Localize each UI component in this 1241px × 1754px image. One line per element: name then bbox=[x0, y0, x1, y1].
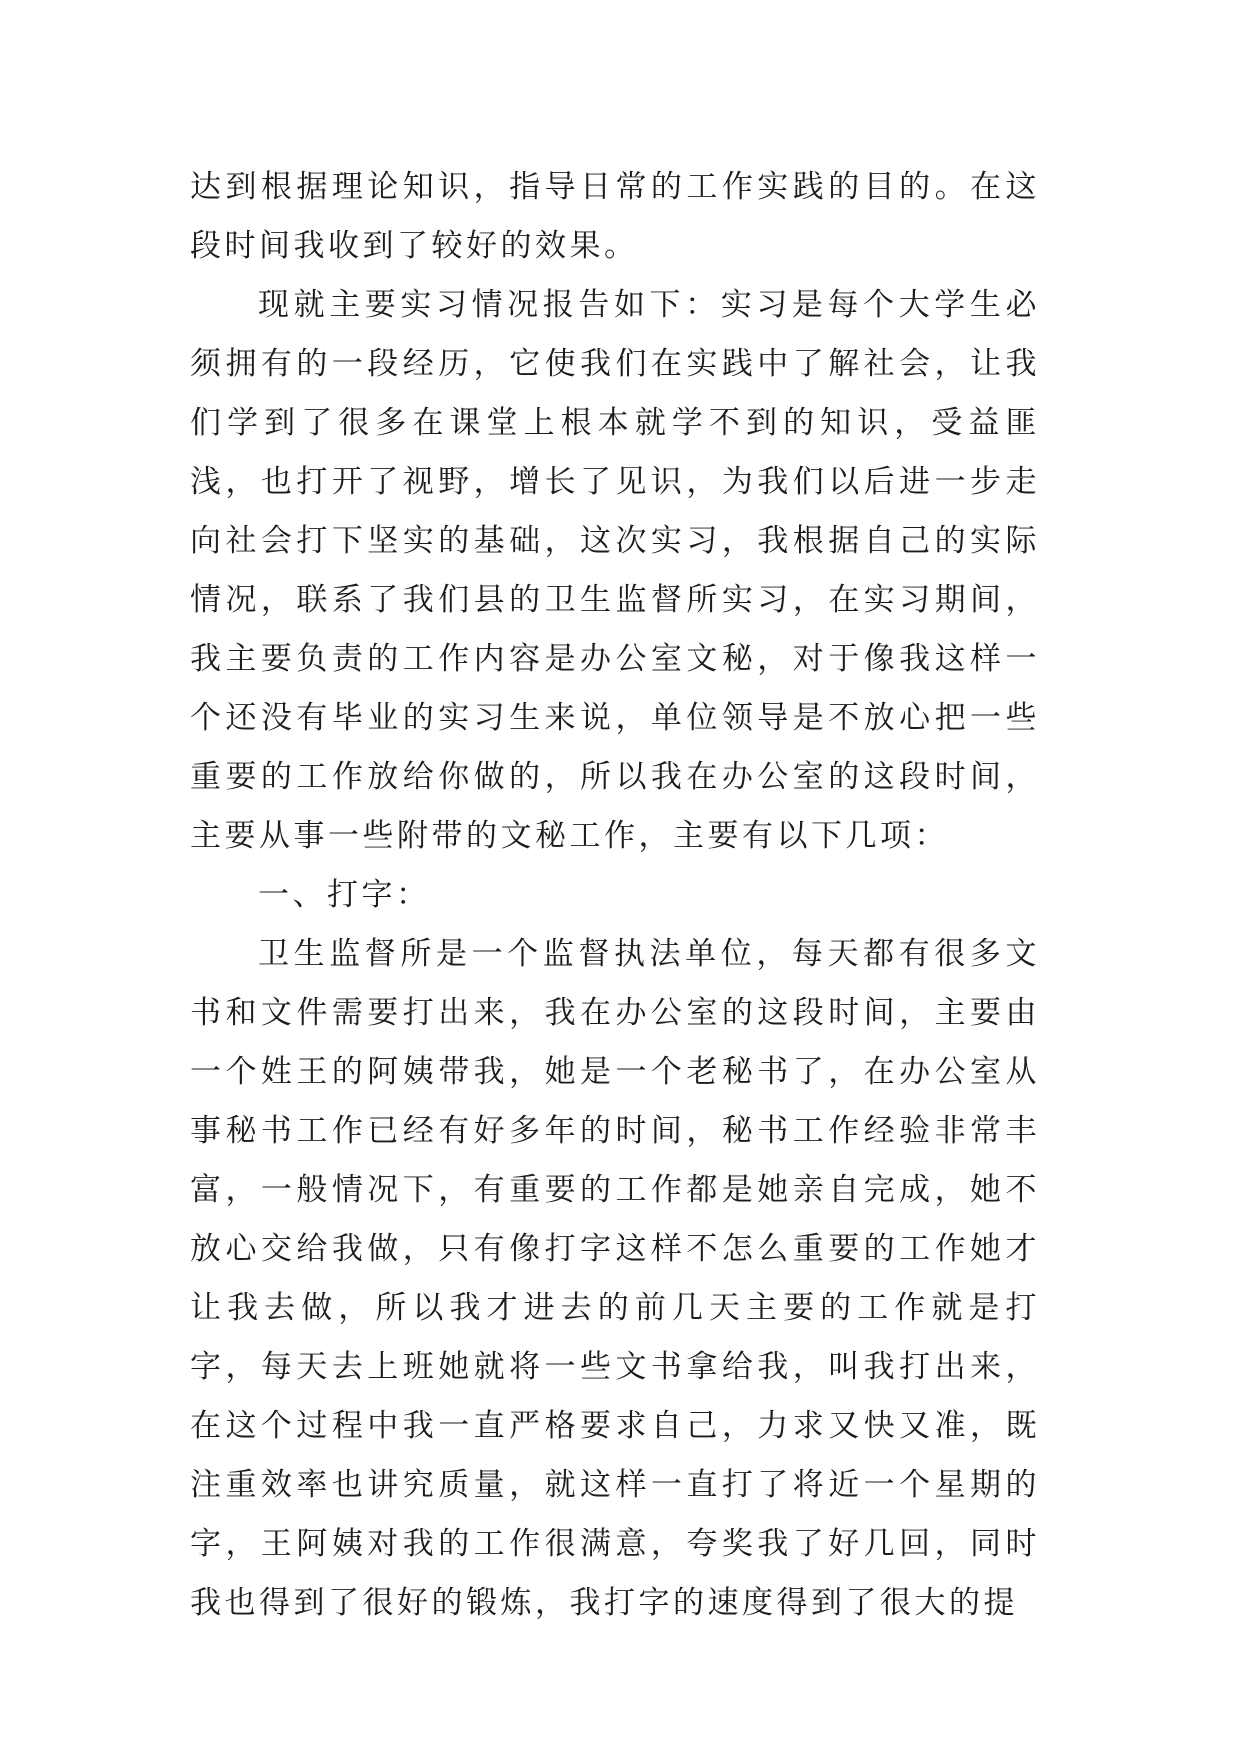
paragraph-1: 达到根据理论知识，指导日常的工作实践的目的。在这段时间我收到了较好的效果。 bbox=[190, 169, 1040, 264]
paragraph-2: 现就主要实习情况报告如下：实习是每个大学生必须拥有的一段经历，它使我们在实践中了解社会，让我们学到了很多在课堂上根本就学不到的知识，受益匪浅，也打开了视野，增长了见识，为我们以后进一步走向社会打下坚实的基础，这次实习，我根据自己的实际情况，联系了我们县的卫生监督所实习，在实习期间，我主要负责的工作内容是办公室文秘，对于像我这样一个还没有毕业的实习生来说，单位领导是不放心把一些重要的工作放给你做的，所以我在办公室的这段时间，主要从事一些附带的文秘工作，主要有以下几项： bbox=[190, 287, 1040, 854]
document-body bbox=[190, 158, 1040, 1633]
section-heading-typing: 一、打字： bbox=[258, 877, 431, 913]
paragraph-3: 卫生监督所是一个监督执法单位，每天都有很多文书和文件需要打出来，我在办公室的这段时间，主要由一个姓王的阿姨带我，她是一个老秘书了，在办公室从事秘书工作已经有好多年的时间，秘书工作经验非常丰富，一般情况下，有重要的工作都是她亲自完成，她不放心交给我做，只有像打字这样不怎么重要的工作她才让我去做，所以我才进去的前几天主要的工作就是打字，每天去上班她就将一些文书拿给我，叫我打出来，在这个过程中我一直严格要求自己，力求又快又准，既注重效率也讲究质量，就这样一直打了将近一个星期的字，王阿姨对我的工作很满意，夸奖我了好几回，同时我也得到了很好的锻炼，我打字的速度得到了很大的提 bbox=[190, 936, 1040, 1621]
